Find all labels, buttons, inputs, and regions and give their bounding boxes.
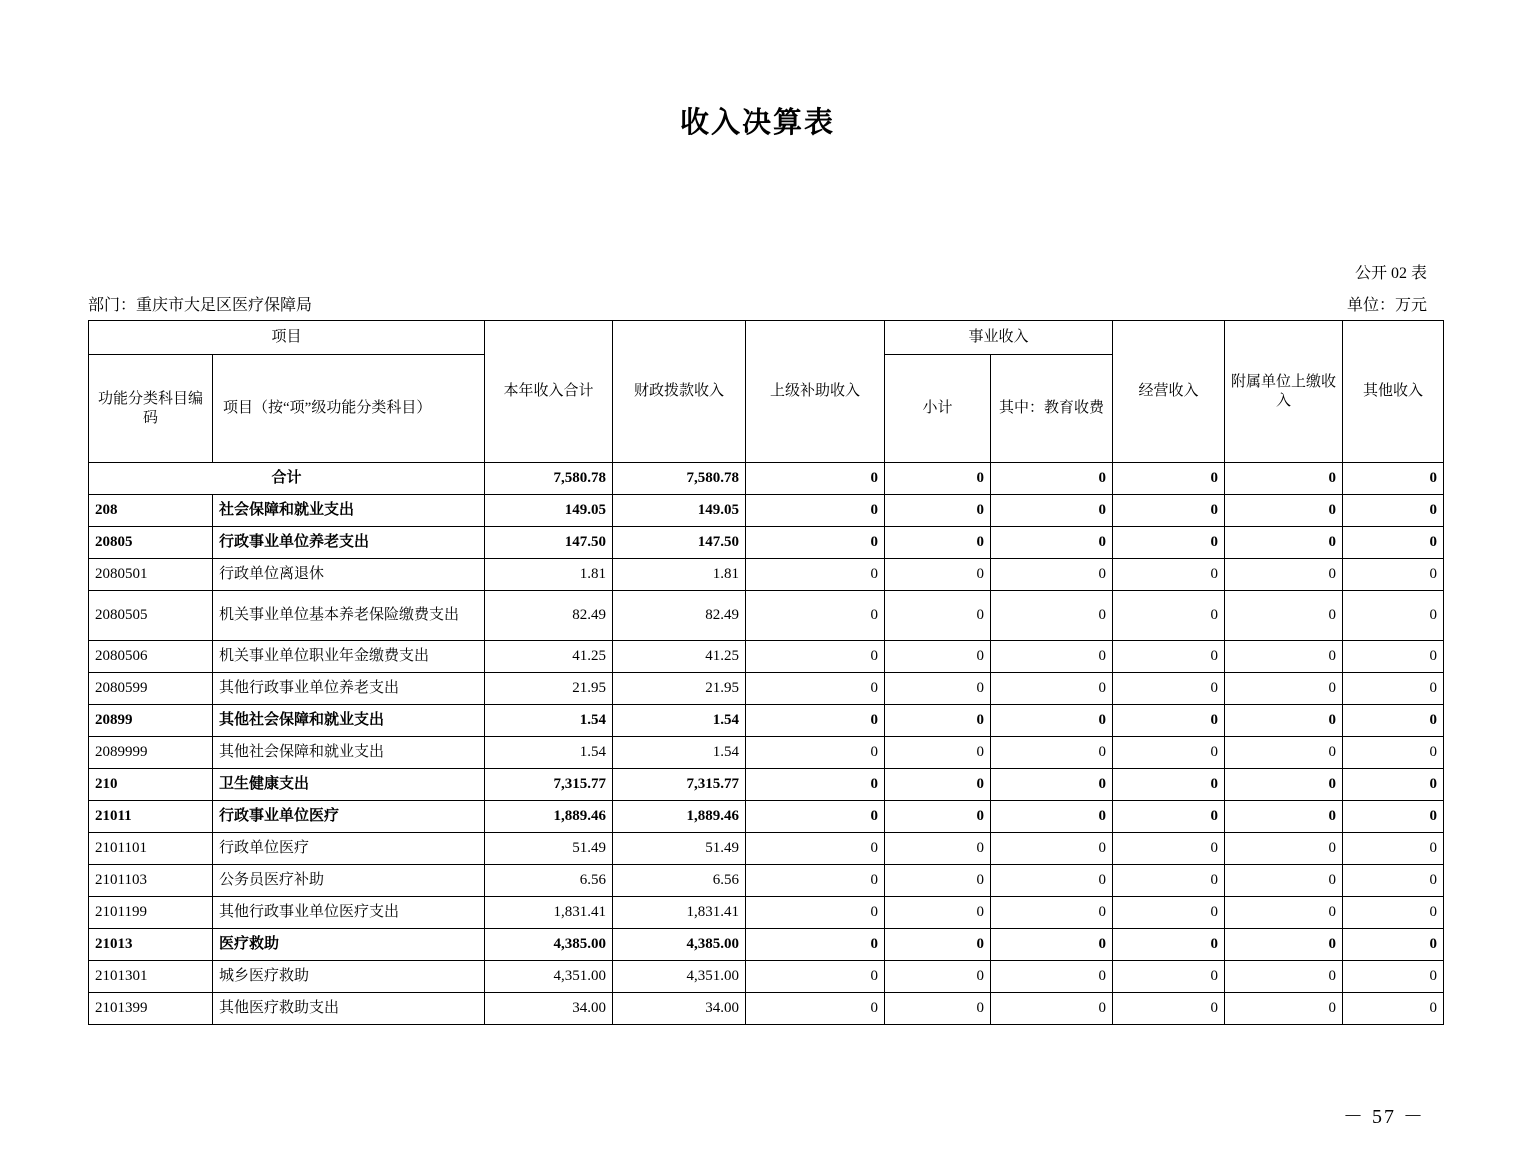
table-row: [89, 527, 1444, 559]
page-number: － 57 －: [1343, 1106, 1425, 1128]
row-label: 城乡医疗救助: [213, 961, 485, 993]
cell-education: 0: [991, 801, 1113, 833]
row-code: 21013: [89, 929, 213, 961]
cell-affiliated: 0: [1225, 495, 1343, 527]
table-row: [89, 641, 1444, 673]
cell-operating: 0: [1113, 737, 1225, 769]
cell-fiscal: 51.49: [613, 833, 746, 865]
table-row: [89, 865, 1444, 897]
row-label: 公务员医疗补助: [213, 865, 485, 897]
cell-fiscal: 4,385.00: [613, 929, 746, 961]
row-label: 机关事业单位职业年金缴费支出: [213, 641, 485, 673]
cell-education: 0: [991, 769, 1113, 801]
cell-other: 0: [1343, 591, 1444, 641]
row-label: 医疗救助: [213, 929, 485, 961]
cell-affiliated: 0: [1225, 673, 1343, 705]
row-label: 行政单位医疗: [213, 833, 485, 865]
cell-affiliated: 0: [1225, 897, 1343, 929]
cell-other: 0: [1343, 961, 1444, 993]
table-row: [89, 801, 1444, 833]
header-col-education: 其中：教育收费: [991, 355, 1113, 463]
document-page: [0, 100, 1515, 1169]
cell-fiscal: 21.95: [613, 673, 746, 705]
cell-education: 0: [991, 591, 1113, 641]
row-code: 2080501: [89, 559, 213, 591]
header-group-career-income: 事业收入: [885, 321, 1113, 355]
row-code: 20899: [89, 705, 213, 737]
header-col-code: 功能分类科目编码: [89, 355, 213, 463]
cell-education: 0: [991, 673, 1113, 705]
cell-total: 6.56: [485, 865, 613, 897]
row-label: 合计: [89, 463, 485, 495]
header-col-total: 本年收入合计: [485, 321, 613, 463]
header-col-fiscal: 财政拨款收入: [613, 321, 746, 463]
cell-superior: 0: [746, 929, 885, 961]
row-label: 卫生健康支出: [213, 769, 485, 801]
header-col-item: 项目（按“项”级功能分类科目）: [213, 355, 485, 463]
cell-operating: 0: [1113, 929, 1225, 961]
cell-education: 0: [991, 865, 1113, 897]
row-code: 2089999: [89, 737, 213, 769]
cell-superior: 0: [746, 801, 885, 833]
cell-subtotal: 0: [885, 463, 991, 495]
table-row: [89, 897, 1444, 929]
row-code: 2101101: [89, 833, 213, 865]
cell-subtotal: 0: [885, 833, 991, 865]
cell-superior: 0: [746, 673, 885, 705]
cell-other: 0: [1343, 833, 1444, 865]
cell-total: 147.50: [485, 527, 613, 559]
cell-affiliated: 0: [1225, 705, 1343, 737]
cell-subtotal: 0: [885, 591, 991, 641]
cell-fiscal: 1.81: [613, 559, 746, 591]
cell-education: 0: [991, 641, 1113, 673]
cell-fiscal: 1,889.46: [613, 801, 746, 833]
table-row: [89, 833, 1444, 865]
cell-operating: 0: [1113, 591, 1225, 641]
row-code: 2080505: [89, 591, 213, 641]
header-col-other: 其他收入: [1343, 321, 1444, 463]
cell-operating: 0: [1113, 993, 1225, 1025]
cell-education: 0: [991, 737, 1113, 769]
table-row: [89, 463, 1444, 495]
row-label: 其他社会保障和就业支出: [213, 705, 485, 737]
cell-subtotal: 0: [885, 993, 991, 1025]
form-number: 公开 02 表: [1354, 265, 1427, 282]
table-row: [89, 961, 1444, 993]
cell-total: 4,351.00: [485, 961, 613, 993]
cell-education: 0: [991, 897, 1113, 929]
cell-superior: 0: [746, 993, 885, 1025]
cell-other: 0: [1343, 527, 1444, 559]
cell-superior: 0: [746, 559, 885, 591]
cell-fiscal: 149.05: [613, 495, 746, 527]
page-title: 收入决算表: [679, 107, 835, 139]
cell-fiscal: 147.50: [613, 527, 746, 559]
cell-other: 0: [1343, 673, 1444, 705]
cell-subtotal: 0: [885, 801, 991, 833]
department-label: 部门：重庆市大足区医疗保障局: [88, 297, 313, 314]
row-label: 行政单位离退休: [213, 559, 485, 591]
cell-total: 1,831.41: [485, 897, 613, 929]
row-code: 208: [89, 495, 213, 527]
cell-other: 0: [1343, 641, 1444, 673]
cell-affiliated: 0: [1225, 527, 1343, 559]
cell-education: 0: [991, 929, 1113, 961]
row-code: 2101199: [89, 897, 213, 929]
header-col-operating: 经营收入: [1113, 321, 1225, 463]
cell-total: 4,385.00: [485, 929, 613, 961]
cell-operating: 0: [1113, 897, 1225, 929]
cell-total: 7,580.78: [485, 463, 613, 495]
cell-operating: 0: [1113, 495, 1225, 527]
cell-affiliated: 0: [1225, 641, 1343, 673]
cell-operating: 0: [1113, 559, 1225, 591]
cell-subtotal: 0: [885, 527, 991, 559]
cell-subtotal: 0: [885, 865, 991, 897]
cell-education: 0: [991, 833, 1113, 865]
cell-affiliated: 0: [1225, 929, 1343, 961]
cell-affiliated: 0: [1225, 737, 1343, 769]
row-label: 其他行政事业单位医疗支出: [213, 897, 485, 929]
row-code: 2080506: [89, 641, 213, 673]
cell-other: 0: [1343, 705, 1444, 737]
cell-fiscal: 82.49: [613, 591, 746, 641]
cell-other: 0: [1343, 769, 1444, 801]
table-body: [89, 463, 1444, 1025]
cell-education: 0: [991, 495, 1113, 527]
cell-other: 0: [1343, 495, 1444, 527]
row-code: 2101399: [89, 993, 213, 1025]
cell-operating: 0: [1113, 527, 1225, 559]
cell-other: 0: [1343, 559, 1444, 591]
row-label: 机关事业单位基本养老保险缴费支出: [213, 591, 485, 641]
row-code: 210: [89, 769, 213, 801]
row-label: 其他医疗救助支出: [213, 993, 485, 1025]
cell-subtotal: 0: [885, 673, 991, 705]
cell-superior: 0: [746, 897, 885, 929]
row-label: 社会保障和就业支出: [213, 495, 485, 527]
table-row: [89, 673, 1444, 705]
cell-subtotal: 0: [885, 559, 991, 591]
row-label: 其他行政事业单位养老支出: [213, 673, 485, 705]
header-col-affiliated: 附属单位上缴收入: [1225, 321, 1343, 463]
cell-total: 21.95: [485, 673, 613, 705]
income-final-accounts-table: [88, 320, 1444, 1025]
cell-operating: 0: [1113, 641, 1225, 673]
cell-operating: 0: [1113, 673, 1225, 705]
cell-affiliated: 0: [1225, 961, 1343, 993]
cell-operating: 0: [1113, 801, 1225, 833]
cell-subtotal: 0: [885, 769, 991, 801]
cell-superior: 0: [746, 737, 885, 769]
cell-affiliated: 0: [1225, 865, 1343, 897]
row-code: 21011: [89, 801, 213, 833]
cell-affiliated: 0: [1225, 833, 1343, 865]
cell-total: 149.05: [485, 495, 613, 527]
cell-superior: 0: [746, 705, 885, 737]
cell-education: 0: [991, 463, 1113, 495]
cell-superior: 0: [746, 641, 885, 673]
cell-total: 1.81: [485, 559, 613, 591]
cell-other: 0: [1343, 865, 1444, 897]
cell-fiscal: 34.00: [613, 993, 746, 1025]
cell-total: 1.54: [485, 737, 613, 769]
cell-total: 82.49: [485, 591, 613, 641]
table-row: [89, 495, 1444, 527]
cell-superior: 0: [746, 865, 885, 897]
cell-operating: 0: [1113, 865, 1225, 897]
cell-education: 0: [991, 527, 1113, 559]
table-row: [89, 591, 1444, 641]
cell-affiliated: 0: [1225, 769, 1343, 801]
cell-other: 0: [1343, 463, 1444, 495]
row-label: 行政事业单位医疗: [213, 801, 485, 833]
cell-fiscal: 4,351.00: [613, 961, 746, 993]
cell-affiliated: 0: [1225, 463, 1343, 495]
table-row: [89, 993, 1444, 1025]
cell-total: 41.25: [485, 641, 613, 673]
table-row: [89, 769, 1444, 801]
table-row: [89, 705, 1444, 737]
cell-operating: 0: [1113, 463, 1225, 495]
table-row: [89, 737, 1444, 769]
cell-education: 0: [991, 993, 1113, 1025]
cell-subtotal: 0: [885, 705, 991, 737]
cell-operating: 0: [1113, 769, 1225, 801]
header-group-item: 项目: [89, 321, 485, 355]
cell-superior: 0: [746, 495, 885, 527]
cell-operating: 0: [1113, 833, 1225, 865]
document-meta: [88, 292, 1427, 315]
cell-fiscal: 7,580.78: [613, 463, 746, 495]
cell-subtotal: 0: [885, 737, 991, 769]
row-code: 2080599: [89, 673, 213, 705]
cell-subtotal: 0: [885, 961, 991, 993]
cell-subtotal: 0: [885, 641, 991, 673]
row-code: 2101301: [89, 961, 213, 993]
unit-label: 单位：万元: [1346, 297, 1427, 314]
row-label: 其他社会保障和就业支出: [213, 737, 485, 769]
cell-total: 34.00: [485, 993, 613, 1025]
header-col-superior: 上级补助收入: [746, 321, 885, 463]
cell-total: 7,315.77: [485, 769, 613, 801]
cell-other: 0: [1343, 737, 1444, 769]
table-row: [89, 559, 1444, 591]
cell-fiscal: 1,831.41: [613, 897, 746, 929]
cell-fiscal: 7,315.77: [613, 769, 746, 801]
cell-other: 0: [1343, 897, 1444, 929]
cell-fiscal: 1.54: [613, 705, 746, 737]
cell-education: 0: [991, 705, 1113, 737]
cell-subtotal: 0: [885, 495, 991, 527]
row-label: 行政事业单位养老支出: [213, 527, 485, 559]
cell-subtotal: 0: [885, 897, 991, 929]
cell-superior: 0: [746, 463, 885, 495]
cell-affiliated: 0: [1225, 559, 1343, 591]
cell-education: 0: [991, 961, 1113, 993]
cell-superior: 0: [746, 961, 885, 993]
cell-total: 1,889.46: [485, 801, 613, 833]
row-code: 20805: [89, 527, 213, 559]
table-row: [89, 929, 1444, 961]
header-col-subtotal: 小计: [885, 355, 991, 463]
cell-superior: 0: [746, 833, 885, 865]
cell-superior: 0: [746, 591, 885, 641]
table-header: [89, 321, 1444, 463]
cell-superior: 0: [746, 527, 885, 559]
cell-other: 0: [1343, 929, 1444, 961]
cell-affiliated: 0: [1225, 993, 1343, 1025]
cell-operating: 0: [1113, 961, 1225, 993]
cell-fiscal: 41.25: [613, 641, 746, 673]
cell-total: 51.49: [485, 833, 613, 865]
cell-affiliated: 0: [1225, 801, 1343, 833]
cell-operating: 0: [1113, 705, 1225, 737]
cell-other: 0: [1343, 993, 1444, 1025]
cell-affiliated: 0: [1225, 591, 1343, 641]
cell-superior: 0: [746, 769, 885, 801]
cell-fiscal: 6.56: [613, 865, 746, 897]
row-code: 2101103: [89, 865, 213, 897]
cell-total: 1.54: [485, 705, 613, 737]
cell-fiscal: 1.54: [613, 737, 746, 769]
cell-education: 0: [991, 559, 1113, 591]
cell-other: 0: [1343, 801, 1444, 833]
cell-subtotal: 0: [885, 929, 991, 961]
